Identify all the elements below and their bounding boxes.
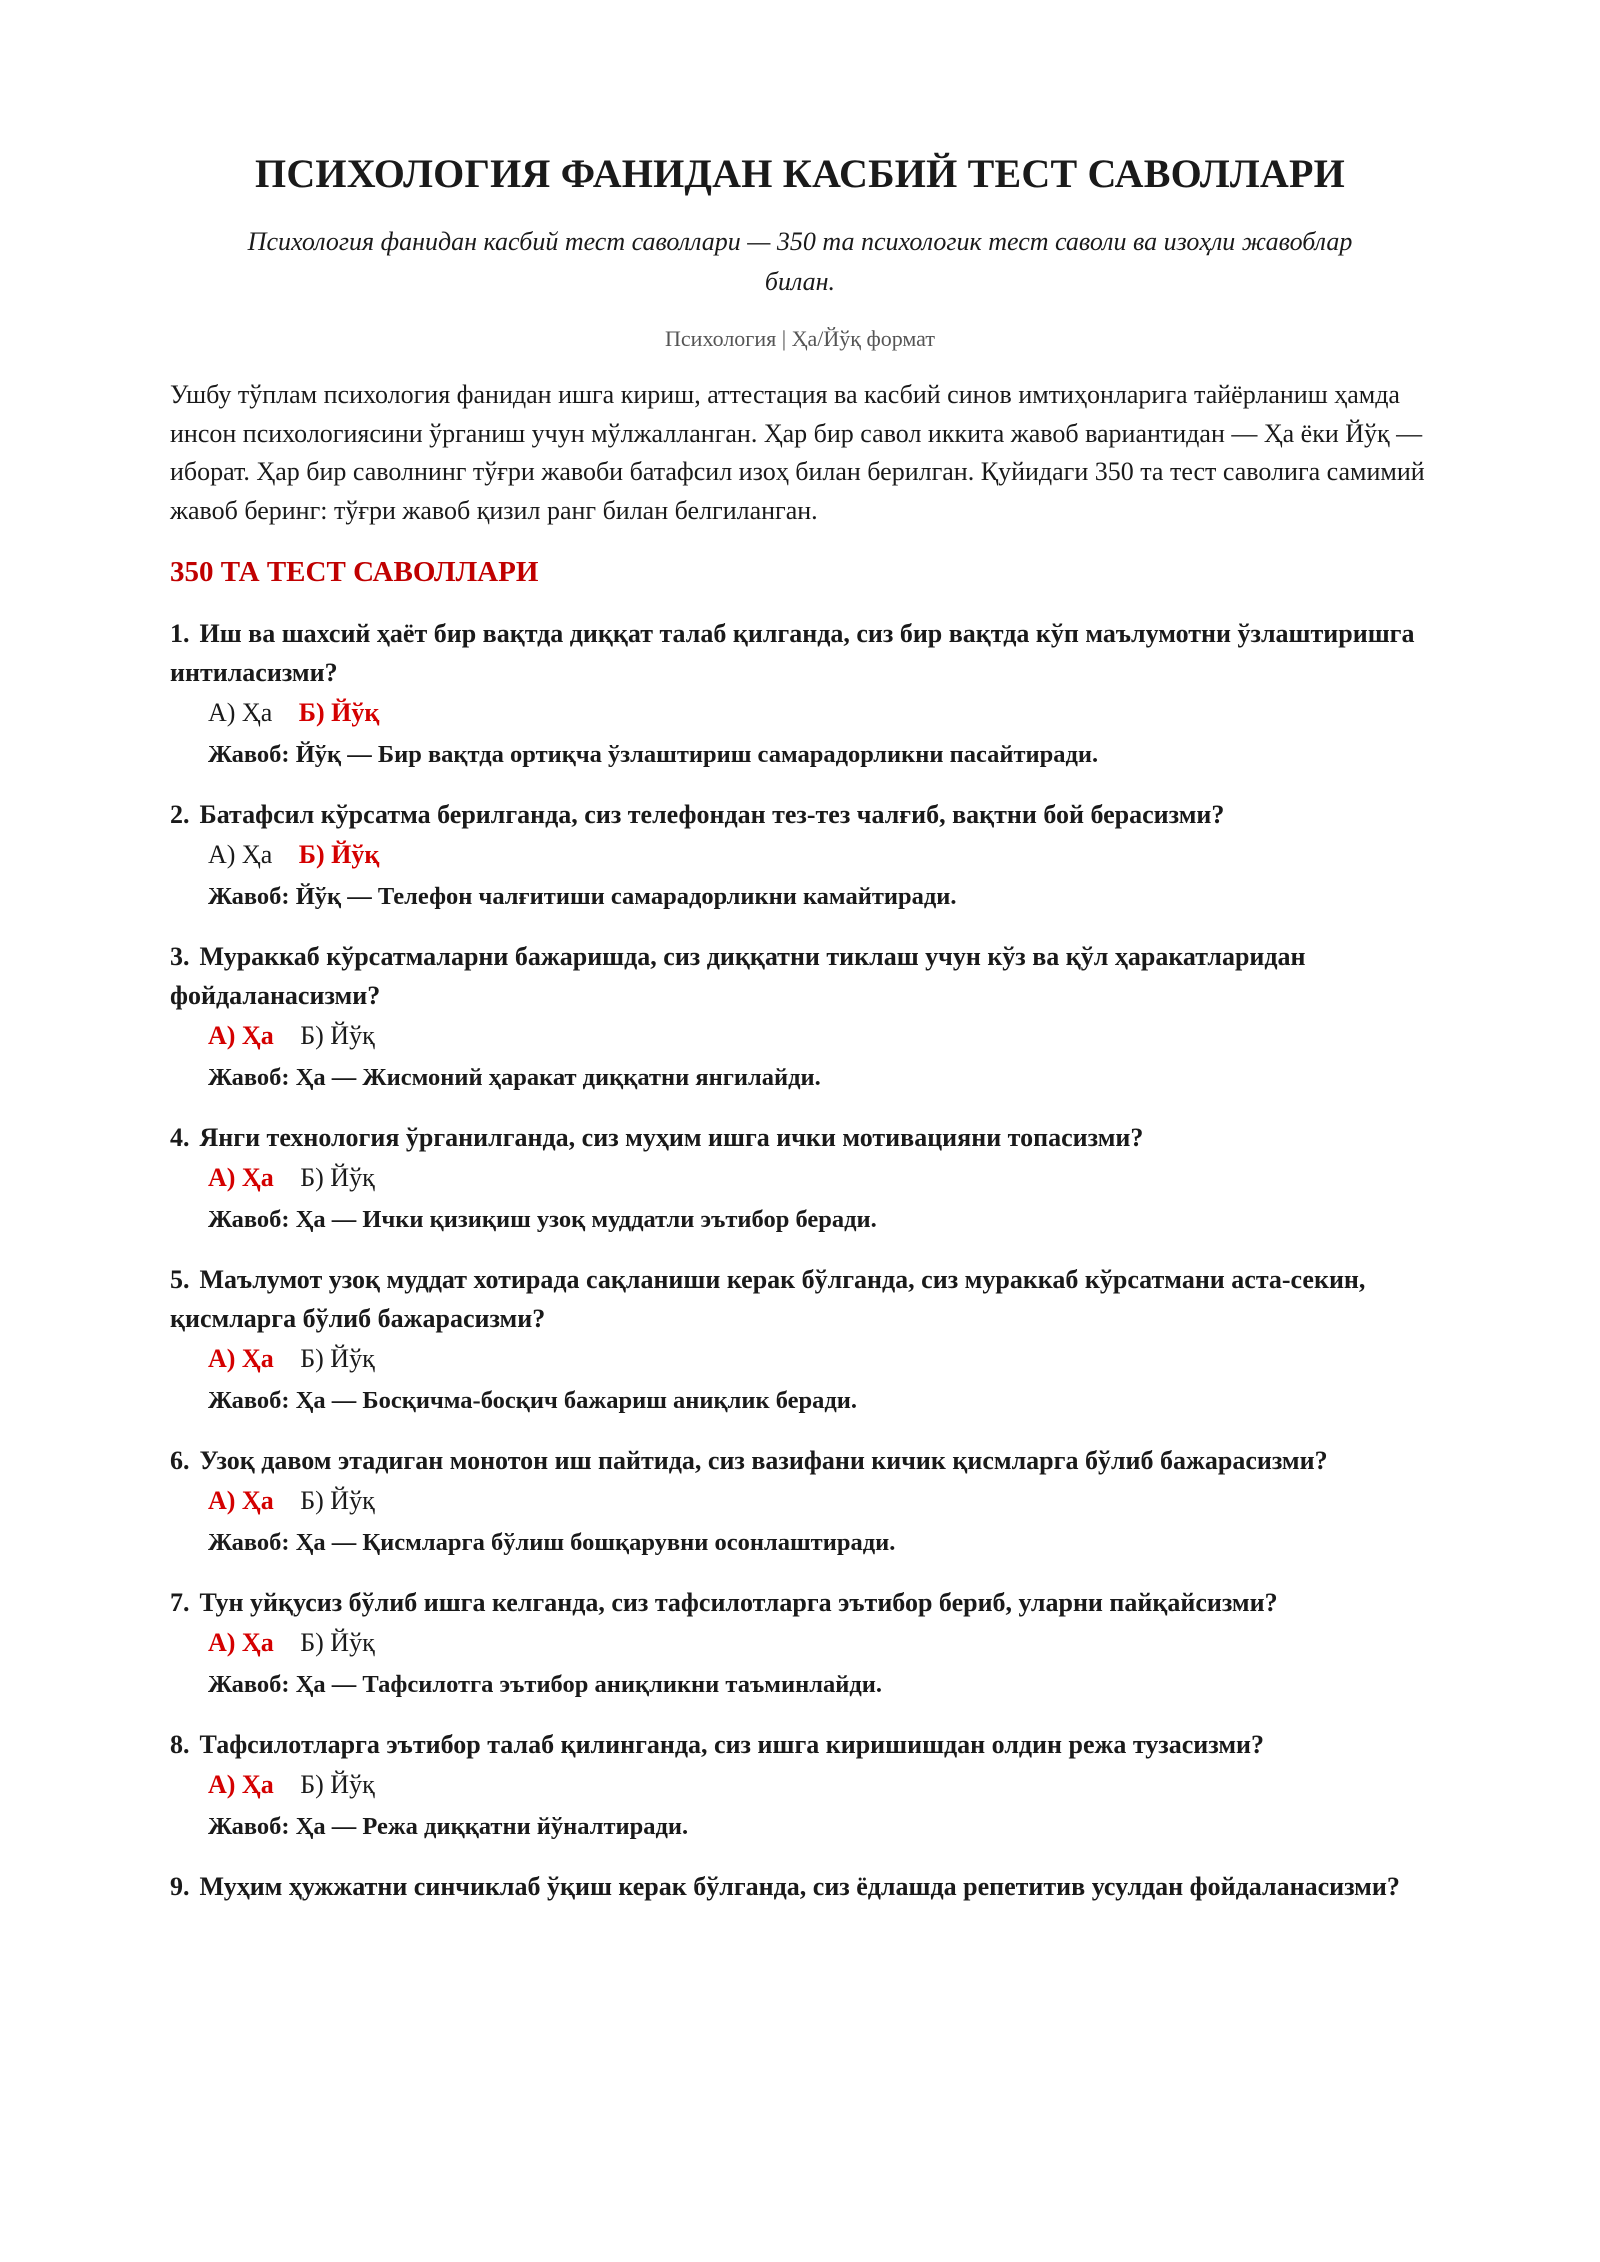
answer-explanation: Жавоб: Ҳа — Ички қизиқиш узоқ муддатли эътибор беради.: [208, 1206, 877, 1233]
question-number: 9.: [170, 1872, 190, 1901]
question-number: 1.: [170, 619, 190, 648]
question-number: 3.: [170, 942, 190, 971]
question-number: 4.: [170, 1123, 190, 1152]
option-a: А) Ҳа: [208, 1021, 274, 1050]
question-body: Тун уйқусиз бўлиб ишга келганда, сиз тафсилотларга эътибор бериб, уларни пайқайсизми?: [199, 1588, 1278, 1617]
section-heading: 350 ТА ТЕСТ САВОЛЛАРИ: [170, 556, 539, 588]
question-body: Мураккаб кўрсатмаларни бажаришда, сиз диққатни тиклаш учун кўз ва қўл ҳаракатларидан фойдаланасизми?: [170, 942, 1306, 1010]
question-item: [170, 1583, 1430, 1706]
options-row: [170, 1338, 1430, 1380]
options-row: [170, 1157, 1430, 1199]
question-text: [170, 1867, 1430, 1906]
question-body: Узоқ давом этадиган монотон иш пайтида, сиз вазифани кичик қисмларга бўлиб бажарасизми?: [199, 1446, 1328, 1475]
question-item: [170, 1260, 1430, 1422]
option-b: Б) Йўқ: [300, 1344, 375, 1373]
option-a: А) Ҳа: [208, 1344, 274, 1373]
question-item: [170, 795, 1430, 918]
question-number: 2.: [170, 800, 190, 829]
answer-explanation: Жавоб: Ҳа — Босқичма-босқич бажариш аниқлик беради.: [208, 1387, 858, 1414]
question-item: [170, 1118, 1430, 1241]
document-subtitle: Психология фанидан касбий тест саволлари — 350 та психологик тест саволи ва изоҳли жавоблар билан.: [247, 227, 1353, 296]
option-b: Б) Йўқ: [300, 1163, 375, 1192]
question-number: 6.: [170, 1446, 190, 1475]
question-body: Батафсил кўрсатма берилганда, сиз телефондан тез-тез чалғиб, вақтни бой берасизми?: [199, 800, 1225, 829]
question-number: 8.: [170, 1730, 190, 1759]
option-a: А) Ҳа: [208, 840, 273, 869]
options-row: [170, 692, 1430, 734]
question-text: [170, 937, 1430, 1015]
question-body: Муҳим ҳужжатни синчиклаб ўқиш керак бўлганда, сиз ёдлашда репетитив усулдан фойдаланасизми?: [199, 1872, 1400, 1901]
option-b: Б) Йўқ: [300, 1770, 375, 1799]
option-a: А) Ҳа: [208, 1770, 274, 1799]
answer-explanation: Жавоб: Ҳа — Жисмоний ҳаракат диққатни янгилайди.: [208, 1064, 821, 1091]
options-row: [170, 1015, 1430, 1057]
document-meta: Психология | Ҳа/Йўқ формат: [665, 326, 935, 351]
question-text: [170, 1118, 1430, 1157]
question-text: [170, 795, 1430, 834]
option-a: А) Ҳа: [208, 1628, 274, 1657]
question-body: Иш ва шахсий ҳаёт бир вақтда диққат талаб қилганда, сиз бир вақтда кўп маълумотни ўзлаштиришга интиласизми?: [170, 619, 1415, 687]
option-b: Б) Йўқ: [300, 1021, 375, 1050]
option-a: А) Ҳа: [208, 1486, 274, 1515]
option-b: Б) Йўқ: [298, 840, 380, 869]
question-item: [170, 614, 1430, 776]
answer-explanation: Жавоб: Йўқ — Бир вақтда ортиқча ўзлаштириш самарадорликни пасайтиради.: [208, 741, 1099, 768]
options-row: [170, 834, 1430, 876]
question-text: [170, 1260, 1430, 1338]
option-b: Б) Йўқ: [298, 698, 380, 727]
question-number: 5.: [170, 1265, 190, 1294]
option-a: А) Ҳа: [208, 1163, 274, 1192]
question-item: [170, 1867, 1430, 1906]
question-text: [170, 614, 1430, 692]
options-row: [170, 1764, 1430, 1806]
option-a: А) Ҳа: [208, 698, 273, 727]
answer-explanation: Жавоб: Ҳа — Қисмларга бўлиш бошқарувни осонлаштиради.: [208, 1529, 896, 1556]
question-body: Маълумот узоқ муддат хотирада сақланиши керак бўлганда, сиз мураккаб кўрсатмани аста-секин, қисмларга бўлиб бажарасизми?: [170, 1265, 1366, 1333]
question-text: [170, 1725, 1430, 1764]
question-item: [170, 937, 1430, 1099]
option-b: Б) Йўқ: [300, 1486, 375, 1515]
question-body: Янги технология ўрганилганда, сиз муҳим ишга ички мотивацияни топасизми?: [199, 1123, 1144, 1152]
question-body: Тафсилотларга эътибор талаб қилинганда, сиз ишга киришишдан олдин режа тузасизми?: [199, 1730, 1265, 1759]
question-text: [170, 1583, 1430, 1622]
answer-explanation: Жавоб: Ҳа — Тафсилотга эътибор аниқликни таъминлайди.: [208, 1671, 882, 1698]
intro-paragraph: Ушбу тўплам психология фанидан ишга кириш, аттестация ва касбий синов имтиҳонларига тайёрланиш ҳамда инсон психологиясини ўрганиш учун мўлжалланган. Ҳар бир савол иккита жавоб вариантидан — Ҳа ёки Йўқ — иборат. Ҳар бир саволнинг тўғри жавоби батафсил изоҳ билан берилган. Қуйидаги 350 та тест саволига самимий жавоб беринг: тўғри жавоб қизил ранг билан белгиланган.: [170, 380, 1425, 525]
answer-explanation: Жавоб: Ҳа — Режа диққатни йўналтиради.: [208, 1813, 689, 1840]
option-b: Б) Йўқ: [300, 1628, 375, 1657]
question-number: 7.: [170, 1588, 190, 1617]
question-list: [170, 614, 1430, 1906]
options-row: [170, 1622, 1430, 1664]
document-title: ПСИХОЛОГИЯ ФАНИДАН КАСБИЙ ТЕСТ САВОЛЛАРИ: [255, 151, 1345, 196]
answer-explanation: Жавоб: Йўқ — Телефон чалғитиши самарадорликни камайтиради.: [208, 883, 957, 910]
question-item: [170, 1441, 1430, 1564]
question-text: [170, 1441, 1430, 1480]
options-row: [170, 1480, 1430, 1522]
question-item: [170, 1725, 1430, 1848]
